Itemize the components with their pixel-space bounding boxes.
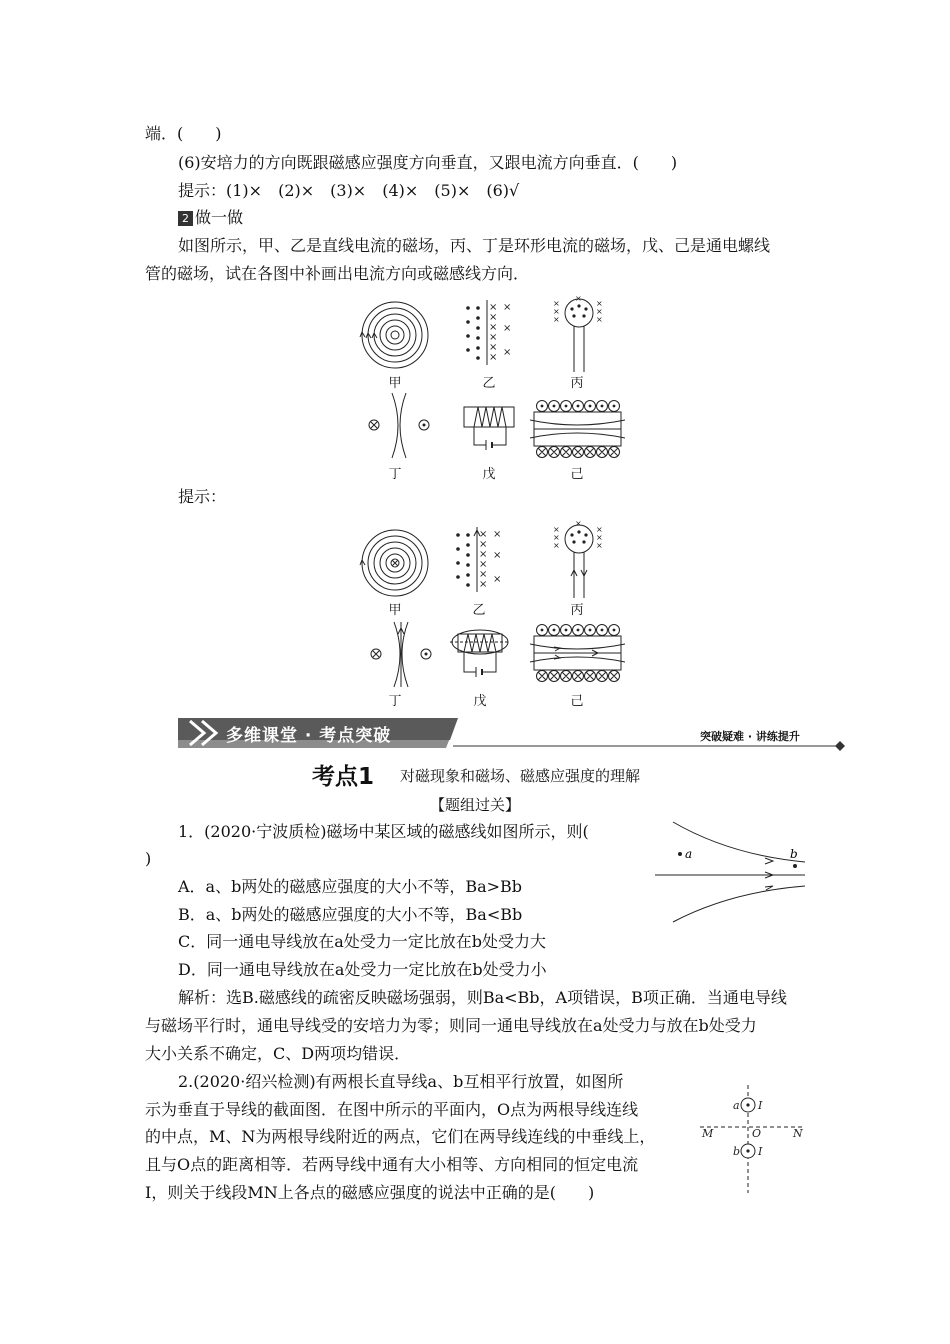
svg-text:×: × xyxy=(596,541,603,550)
svg-text:×: × xyxy=(489,302,498,313)
section-do-it-title: 做一做 xyxy=(195,208,244,227)
svg-text:×: × xyxy=(489,312,498,323)
q1-label-b: b xyxy=(790,847,798,861)
figure-ding-question xyxy=(366,393,432,458)
q1-label-a: a xyxy=(685,847,693,861)
figure-label-ji: 己 xyxy=(570,467,584,482)
svg-text:×: × xyxy=(479,579,488,590)
svg-text:×: × xyxy=(596,525,603,534)
section-do-it xyxy=(178,208,243,228)
kaodian-title: 对磁现象和磁场、磁感应强度的理解 xyxy=(400,767,641,785)
svg-text:×: × xyxy=(553,541,560,550)
q1-field-lines-figure xyxy=(655,820,810,925)
svg-text:×: × xyxy=(503,302,512,313)
kaodian-number: 考点1 xyxy=(312,764,375,790)
svg-text:×: × xyxy=(493,550,502,561)
q2-label-n: N xyxy=(793,1127,803,1140)
q1-option-b: B．a、b两处的磁感应强度的大小不等，Ba<Bb xyxy=(178,905,523,924)
svg-text:×: × xyxy=(489,342,498,353)
group-label: 【题组过关】 xyxy=(429,796,520,814)
q2-label-a: a xyxy=(733,1099,740,1112)
svg-text:×: × xyxy=(479,549,488,560)
text-line-2: (6)安培力的方向既跟磁感应强度方向垂直，又跟电流方向垂直．( ) xyxy=(178,153,678,172)
q1-option-d: D．同一通电导线放在a处受力一定比放在b处受力小 xyxy=(178,960,547,979)
svg-text:×: × xyxy=(596,299,603,308)
figure-label-ji-answer: 己 xyxy=(570,694,584,709)
figure-wu-answer xyxy=(450,628,512,682)
svg-text:×: × xyxy=(489,322,498,333)
svg-text:×: × xyxy=(553,315,560,324)
q2-line-4: 且与O点的距离相等．若两导线中通有大小相等、方向相同的恒定电流 xyxy=(145,1155,639,1174)
q2-line-3: 的中点，M、N为两根导线附近的两点，它们在两导线连线的中垂线上， xyxy=(145,1127,656,1146)
q1-option-a: A．a、b两处的磁感应强度的大小不等，Ba>Bb xyxy=(178,877,523,896)
figure-label-ding: 丁 xyxy=(388,467,402,482)
figure-ji-question xyxy=(530,398,625,460)
q1-analysis-1: 解析：选B.磁感线的疏密反映磁场强弱，则Ba<Bb，A项错误，B项正确．当通电导线 xyxy=(178,988,787,1007)
section-number-badge: 2 xyxy=(178,211,193,226)
text-line-5: 如图所示，甲、乙是直线电流的磁场，丙、丁是环形电流的磁场，戊、己是通电螺线 xyxy=(178,236,771,255)
figure-bing-question xyxy=(552,294,607,372)
svg-text:×: × xyxy=(479,569,488,580)
figure-label-bing: 丙 xyxy=(570,376,584,391)
figure-jia-answer xyxy=(360,528,430,598)
hint-answers: 提示：(1)× (2)× (3)× (4)× (5)× (6)√ xyxy=(178,181,520,200)
svg-text:×: × xyxy=(596,307,603,316)
svg-text:×: × xyxy=(553,525,560,534)
svg-text:×: × xyxy=(575,519,582,528)
figure-ji-answer xyxy=(530,622,625,684)
q2-label-m: M xyxy=(702,1127,714,1140)
q2-label-i1: I xyxy=(758,1099,763,1112)
svg-text:×: × xyxy=(596,315,603,324)
svg-text:×: × xyxy=(596,533,603,542)
q2-line-2: 示为垂直于导线的截面图．在图中所示的平面内，O点为两根导线连线 xyxy=(145,1100,639,1119)
svg-text:×: × xyxy=(553,299,560,308)
figure-jia-question xyxy=(360,300,430,370)
q2-wires-figure xyxy=(700,1085,810,1195)
figure-label-bing-answer: 丙 xyxy=(570,603,584,618)
q2-line-5: I，则关于线段MN上各点的磁感应强度的说法中正确的是( ) xyxy=(145,1183,595,1202)
text-line-1: 端．( ) xyxy=(145,124,222,143)
text-line-6: 管的磁场，试在各图中补画出电流方向或磁感线方向． xyxy=(145,264,530,283)
banner-subtitle: 突破疑难 · 讲练提升 xyxy=(700,730,800,743)
q1-option-c: C．同一通电导线放在a处受力一定比放在b处受力大 xyxy=(178,932,547,951)
q2-label-b: b xyxy=(733,1145,741,1158)
figure-bing-answer xyxy=(552,520,607,598)
figure-wu-question xyxy=(462,405,520,455)
figure-label-wu: 戊 xyxy=(482,467,496,482)
q1-analysis-2: 与磁场平行时，通电导线受的安培力为零；则同一通电导线放在a处受力与放在b处受力 xyxy=(145,1016,757,1035)
figure-label-jia-answer: 甲 xyxy=(388,603,402,618)
figure-label-yi: 乙 xyxy=(482,376,496,391)
figure-yi-question xyxy=(462,300,522,365)
figure-label-yi-answer: 乙 xyxy=(472,603,486,618)
svg-text:×: × xyxy=(553,533,560,542)
svg-text:×: × xyxy=(479,529,488,540)
svg-text:×: × xyxy=(493,529,502,540)
figure-label-jia: 甲 xyxy=(388,376,402,391)
svg-text:×: × xyxy=(553,307,560,316)
q2-line-1: 2.(2020·绍兴检测)有两根长直导线a、b互相平行放置，如图所 xyxy=(178,1072,624,1091)
svg-text:×: × xyxy=(493,574,502,585)
q1-analysis-3: 大小关系不确定，C、D两项均错误． xyxy=(145,1044,411,1063)
figure-label-ding-answer: 丁 xyxy=(388,694,402,709)
q2-label-i2: I xyxy=(758,1145,763,1158)
svg-text:×: × xyxy=(489,352,498,363)
hint-label: 提示： xyxy=(178,487,227,506)
q2-label-o: O xyxy=(752,1127,762,1140)
svg-text:×: × xyxy=(503,323,512,334)
q1-stem-cont: ) xyxy=(145,849,152,868)
svg-text:×: × xyxy=(489,332,498,343)
svg-text:×: × xyxy=(503,347,512,358)
svg-text:×: × xyxy=(479,539,488,550)
banner-title: 多维课堂 · 考点突破 xyxy=(226,726,392,746)
svg-text:×: × xyxy=(479,559,488,570)
figure-label-wu-answer: 戊 xyxy=(473,694,487,709)
figure-ding-answer xyxy=(368,622,434,687)
q1-stem: 1．(2020·宁波质检)磁场中某区域的磁感线如图所示，则( xyxy=(178,822,589,841)
figure-yi-answer xyxy=(452,527,512,592)
svg-text:×: × xyxy=(575,294,582,303)
